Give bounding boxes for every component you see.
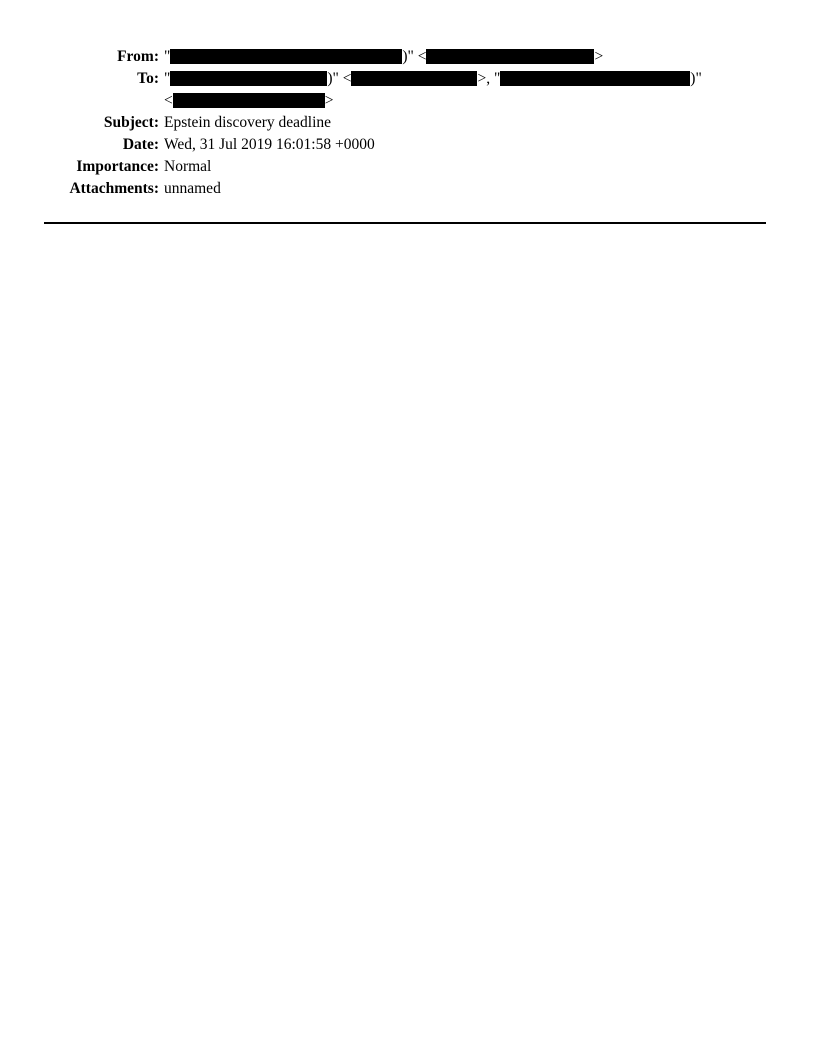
header-label-to: To: (137, 70, 159, 87)
redaction-bar (351, 71, 477, 86)
quote-open: " (164, 70, 171, 87)
header-value-subject: Epstein discovery deadline (164, 114, 332, 131)
redaction-bar (170, 71, 327, 86)
angle-open: < (342, 70, 352, 87)
header-value-to (164, 68, 816, 112)
header-value-to-line2 (164, 90, 816, 112)
redaction-bar (500, 71, 690, 86)
quote-close-paren: )" (402, 48, 414, 65)
quote-close-paren-2: )" (690, 70, 702, 87)
quote-open: " (164, 48, 171, 65)
angle-close: >, (477, 70, 491, 87)
header-label-from: From: (117, 48, 159, 65)
header-row-to (0, 68, 816, 112)
angle-close: > (594, 48, 604, 65)
header-value-importance: Normal (164, 158, 212, 175)
angle-close: > (324, 92, 334, 109)
header-value-attachments: unnamed (164, 180, 221, 197)
quote-close-paren: )" (327, 70, 339, 87)
quote-open-2: " (493, 70, 501, 87)
header-row-importance (0, 156, 816, 178)
header-label-date: Date: (122, 136, 159, 153)
redaction-bar (170, 49, 402, 64)
redaction-bar (426, 49, 594, 64)
email-header-block (0, 46, 816, 200)
email-body-area (44, 240, 766, 1020)
header-value-date: Wed, 31 Jul 2019 16:01:58 +0000 (164, 136, 375, 153)
header-row-from (0, 46, 816, 68)
header-row-attachments (0, 178, 816, 200)
header-label-importance: Importance: (76, 158, 159, 175)
header-row-subject (0, 112, 816, 134)
angle-open: < (417, 48, 427, 65)
header-separator-rule (44, 222, 766, 224)
angle-open: < (164, 92, 173, 109)
redaction-bar (173, 93, 325, 108)
header-label-subject: Subject: (103, 114, 159, 131)
header-label-attachments: Attachments: (69, 180, 159, 197)
header-value-to-line1 (164, 68, 816, 90)
header-value-from (164, 46, 816, 68)
header-row-date (0, 134, 816, 156)
